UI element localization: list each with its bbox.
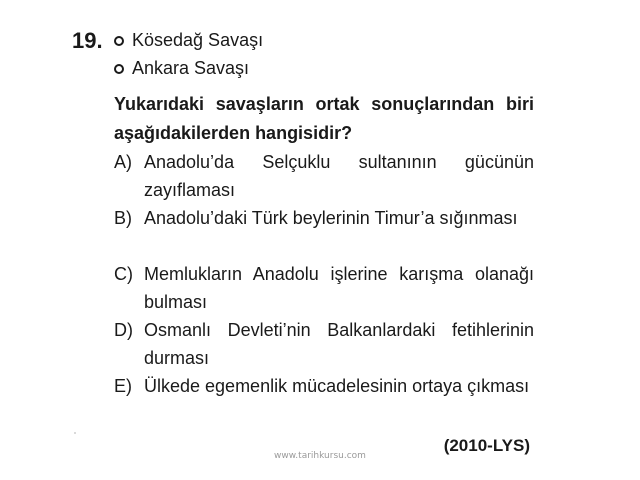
answer-option-c[interactable] (114, 260, 534, 316)
option-letter: A) (114, 152, 132, 172)
option-letter: B) (114, 208, 132, 228)
watermark-text: www.tarihkursu.com (274, 451, 366, 461)
premise-item (114, 58, 249, 79)
option-text: Anadolu’da Selçuklu sultanının gücünün zayıflaması (144, 152, 534, 200)
bullet-circle-icon (114, 64, 124, 74)
question-number: 19. (72, 28, 103, 53)
premise-text: Ankara Savaşı (132, 58, 250, 78)
option-text: Memlukların Anadolu işlerine karışma olanağı bulması (144, 264, 534, 312)
answer-option-d[interactable] (114, 316, 534, 372)
option-letter: D) (114, 320, 133, 340)
answer-option-e[interactable] (114, 372, 534, 400)
option-text: Osmanlı Devleti’nin Balkanlardaki fetihlerinin durması (144, 320, 534, 368)
premise-item (114, 30, 263, 51)
option-text: Anadolu’daki Türk beylerinin Timur’a sığınması (144, 208, 518, 228)
answer-option-b[interactable] (114, 204, 534, 232)
option-letter: C) (114, 264, 133, 284)
scan-speck (74, 432, 76, 434)
answer-option-a[interactable] (114, 148, 534, 204)
premise-text: Kösedağ Savaşı (132, 30, 264, 50)
bullet-circle-icon (114, 36, 124, 46)
question-stem: Yukarıdaki savaşların ortak sonuçlarından biri aşağıdakilerden hangisidir? (114, 94, 534, 143)
exam-source-label: (2010-LYS) (443, 436, 530, 455)
option-letter: E) (114, 376, 132, 396)
option-text: Ülkede egemenlik mücadelesinin ortaya çıkması (144, 376, 530, 396)
